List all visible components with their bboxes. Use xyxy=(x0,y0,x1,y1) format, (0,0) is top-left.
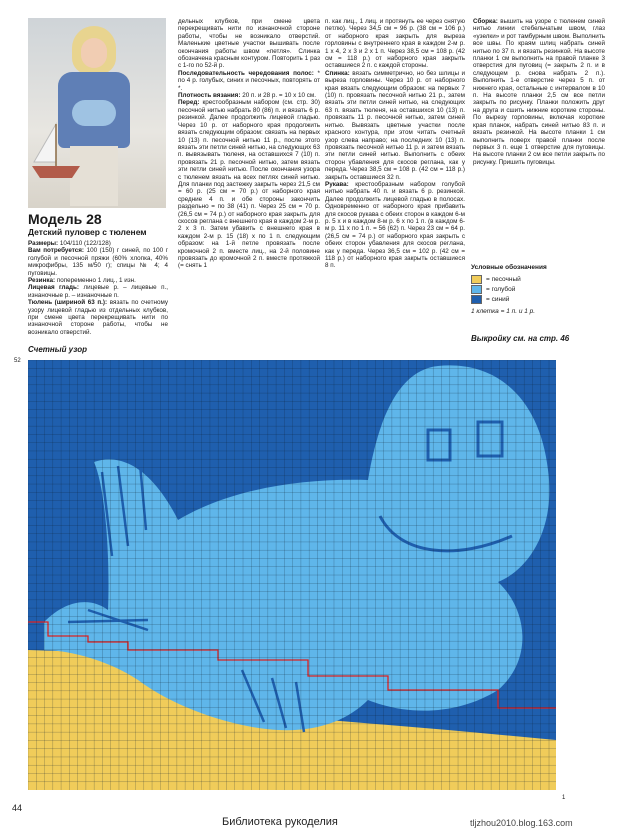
site-caption: tljzhou2010.blog.163.com xyxy=(470,818,573,828)
model-subtitle: Детский пуловер с тюленем xyxy=(28,227,147,237)
column-3: п. как лиц., 1 лиц. и протянуть ее через снятую петлю). Через 34,5 см = 96 р. (38 см = 106 р.) от наборного края закрыть для выреза горловины с внутреннего края в каждом 2-м р. 1 х 4, 2 х 3 и 2 х 1 п. Через 38,5 см = 108 р. (42 см = 118 р.) от наборного края закрыть оставшиеся 2 п. с каждой стороны. Спинка: вязать симметрично, но без шлицы и выреза горловины. Через 10 р. от наборного края вязать следующим образом: на первых 7 (10) п. провязать песочной нитью 21 р., затем вязать эти петли синей нитью, на следующих 63 п. вязать тюленя, на оставшихся 10 (13) п. провязать 11 р. песочной нитью, затем синей нитью. Вывязать цветные участки после красного контура, при этом читать счетный узор слева направо; на последних 10 (13) п. провязать песочной нитью 11 р. и затем вязать эти петли синей нитью. Выполнить с обеих сторон убавления для скосов реглана, как у переда. Через 38,5 см = 108 р. (42 см = 118 р.) закрыть оставшиеся 32 п. Рукава: крестообразным набором голубой нитью набрать 40 п. и вязать 6 р. резинкой. Далее продолжить лицевой гладью в полосах. Одновременно от наборного края прибавить для скосов рукава с обеих сторон в каждом 6-м р. 5 х и в каждом 8-м р. 6 х по 1 п. (в каждом 6-м р. 11 х по 1 п. = 56 (62) п. Через 23 см = 64 р. (26,5 см = 74 р.) от наборного края закрыть с обеих сторон убавления для скосов реглана, как у переда. Через 36,5 см = 102 р. (42 см = 118 р.) от наборного края закрыть оставшиеся 8 п. xyxy=(325,18,466,270)
page-number: 44 xyxy=(12,803,23,813)
library-caption: Библиотека рукоделия xyxy=(222,816,338,828)
column-1: Размеры: 104/110 (122/128) Вам потребуется: 100 (150) г синей, по 100 г голубой и песочной пряжи (60% хлопка, 40% микрофибры, 135 м/50 г); спицы № 4; 4 пуговицы. Резинка: попеременно 1 лиц., 1 изн. Лицевая гладь: лицевые р. – лицевые п., изнаночные р. – изнаночные п. Тюлень (шириной 63 п.): вязать по счетному узору лицевой гладью из отдельных клубков, при смене цвета перекрещивать нити по изнаночной стороне работы, чтобы не возникало отверстий. xyxy=(28,240,169,336)
legend-dark: = синий xyxy=(471,294,611,304)
legend-title: Условные обозначения xyxy=(471,264,547,271)
knitting-chart xyxy=(28,360,556,790)
knitting-chart-svg xyxy=(28,360,556,790)
row-number-bottom: 1 xyxy=(562,795,566,801)
column-4: Сборка: вышить на узоре с тюленем синей нитью линии стебельчатым швом, глаз «узелки» и рот тамбурным швом. Выполнить все швы. По краям шлиц набрать синей нитью по 37 п. и вязать резинкой. На высоте планки 1 см выполнить на правой планке 3 отверстия для пуговиц (= закрыть 2 п. и в следующем р. снова набрать 2 п.). Выполнить 1-е отверстие через 5 п. от нижнего края, остальные с интервалом в 10 п. На высоте планки 2,5 см все петли закрыть по рисунку. Планки положить друг на друга и сшить нижние короткие стороны. По вырезу горловины, включая короткие края планок, набрать синей нитью 83 п. и вязать резинкой. На высоте планки 1 см выполнить поверх правой планки после первых 3 п. еще 1 отверстие для пуговицы. На высоте планки 2 см все петли закрыть по рисунку. Пришить пуговицы. xyxy=(473,18,605,166)
legend-sand: = песочный xyxy=(471,274,611,284)
chart-label: Счетный узор xyxy=(28,345,87,354)
pattern-reference: Выкройку см. на стр. 46 xyxy=(471,334,570,343)
row-number-top: 52 xyxy=(14,358,21,364)
column-2: дельных клубков, при смене цвета перекрещивать нити по изнаночной стороне работы, чтобы не возникало отверстий. Маленькие цветные участки вышивать после окончания работы швом «петля». Слинка обозначена красным контуром. Повторить 1 раз с 1-го по 52-й р. Последовательность чередования полос: * по 4 р. голубых, синих и песочных, повторять от *. Плотность вязания: 20 п. и 28 р. = 10 х 10 см. Перед: крестообразным набором (см. стр. 30) песочной нитью набрать 80 (86) п. и вязать 6 р. резинкой. Далее продолжить лицевой гладью. Через 10 р. от наборного края продолжить вязать следующим образом: связать на первых 10 (13) п. песочной нитью 11 р., после этого вязать эти петли синей нитью, на следующих 63 п. вывязывать тюленя, на оставшихся 7 (10) п. провязать 21 р. песочной нитью, затем вязать эти петли синей нитью. После окончания узора с тюленем вязать на всех петлях синей нитью. Для планки под застежку закрыть через 21,5 см = 60 р. (25 см = 70 р.) от наборного края средние 4 п. и обе стороны закончить раздельно = по 38 (41) п. Через 25 см = 70 р. (26,5 см = 74 р.) от наборного края закрыть для скосов реглана с внешнего края в каждом 2-м р. 2 х 3 п. Затем убавить с внешнего края в каждом 2-м р. 15 (18) х по 1 п. следующим образом: на 1-й петле провязать после кромочной 2 п. вместе лиц., на 2-й половине провязать до кромочной 2 п. вместе протяжкой (= снять 1 xyxy=(178,18,320,270)
toy-boat-icon xyxy=(30,122,82,182)
sand-swatch xyxy=(471,275,482,284)
dark-blue-swatch xyxy=(471,295,482,304)
legend-unit: 1 клетка = 1 п. и 1 р. xyxy=(471,308,536,315)
model-title: Модель 28 xyxy=(28,211,102,227)
photo-face xyxy=(81,38,107,68)
model-photo xyxy=(28,18,166,208)
legend xyxy=(471,264,611,315)
legend-light: = голубой xyxy=(471,284,611,294)
light-blue-swatch xyxy=(471,285,482,294)
footer xyxy=(0,814,620,836)
